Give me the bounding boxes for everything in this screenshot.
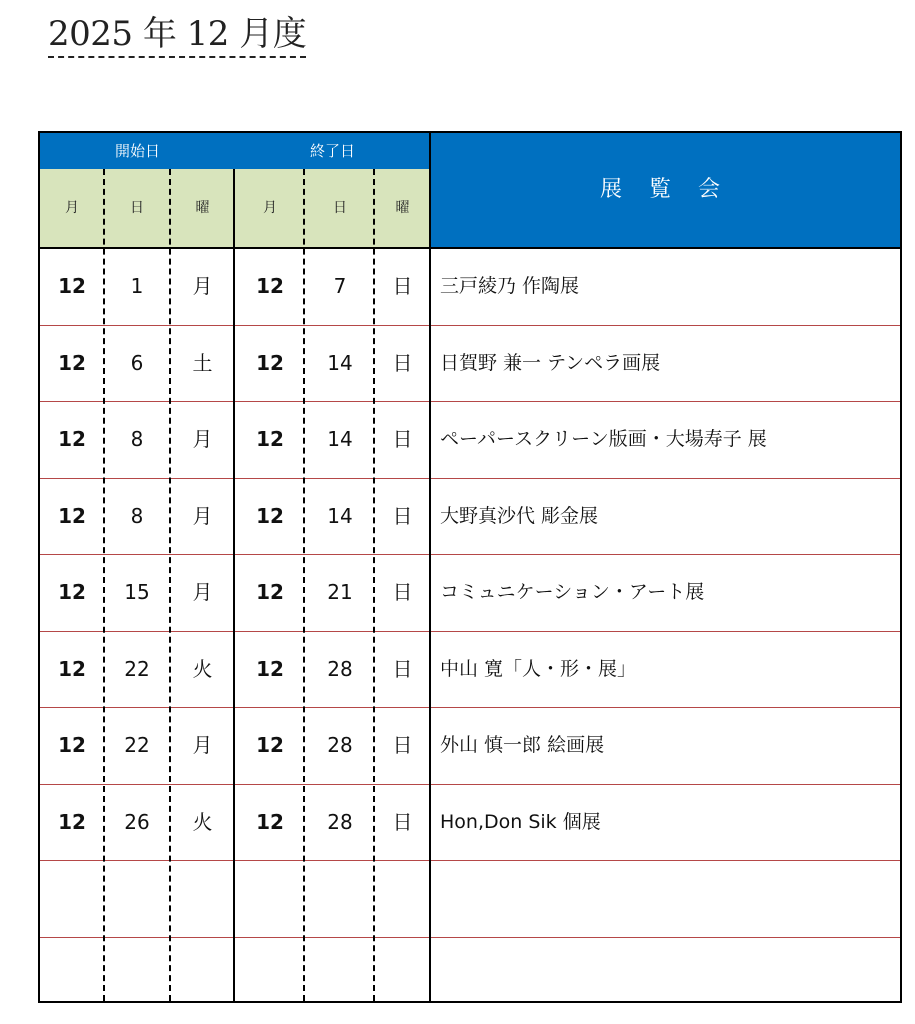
start-month-cell xyxy=(40,861,104,936)
column-divider xyxy=(303,169,305,1001)
exhibition-title-cell: 中山 寛「人・形・展」 xyxy=(440,657,637,680)
end-weekday-cell: 日 xyxy=(392,350,413,375)
end-month-cell: 12 xyxy=(256,274,284,298)
start-weekday-cell: 火 xyxy=(192,809,213,834)
start-month-cell xyxy=(40,938,104,1004)
end-weekday-cell: 日 xyxy=(392,809,413,834)
end-weekday-cell: 日 xyxy=(392,580,413,604)
start-weekday-cell: 月 xyxy=(192,733,213,757)
end-day-cell xyxy=(305,861,375,936)
end-date-group-header: 終了日 xyxy=(309,142,355,160)
end-weekday-cell xyxy=(375,861,430,936)
start-month-header: 月 xyxy=(65,200,79,216)
start-weekday-cell: 月 xyxy=(192,580,213,604)
exhibition-title-cell: ペーパースクリーン版画・大場寿子 展 xyxy=(440,428,767,450)
start-date-group-header: 開始日 xyxy=(114,142,160,160)
exhibition-title-cell: 大野真沙代 彫金展 xyxy=(440,504,599,527)
end-day-cell: 28 xyxy=(327,733,353,757)
page-title: 2025 年 12 月度 xyxy=(48,12,306,58)
start-weekday-cell xyxy=(170,938,235,1004)
start-month-cell: 12 xyxy=(58,427,86,451)
end-day-cell xyxy=(305,938,375,1004)
start-day-cell: 22 xyxy=(124,656,150,681)
exhibition-title-cell: Hon,Don Sik 個展 xyxy=(440,810,601,833)
start-weekday-cell: 土 xyxy=(192,350,213,375)
start-month-cell: 12 xyxy=(58,274,86,298)
column-divider xyxy=(373,169,375,1001)
end-weekday-cell: 日 xyxy=(392,427,413,451)
start-weekday-header: 曜 xyxy=(195,200,210,216)
end-weekday-header: 曜 xyxy=(395,200,410,216)
start-day-cell xyxy=(104,938,170,1004)
column-divider xyxy=(169,169,171,1001)
start-day-cell: 15 xyxy=(124,580,150,604)
end-day-cell: 14 xyxy=(327,503,353,528)
end-weekday-cell xyxy=(375,938,430,1004)
start-day-cell: 8 xyxy=(130,427,144,451)
end-day-cell: 21 xyxy=(327,580,353,604)
start-weekday-cell: 月 xyxy=(192,503,213,528)
exhibition-title-cell xyxy=(430,938,900,1004)
end-month-cell: 12 xyxy=(256,427,284,451)
start-month-cell: 12 xyxy=(58,809,86,834)
start-month-cell: 12 xyxy=(58,656,86,681)
exhibition-title-cell xyxy=(430,861,900,936)
column-divider xyxy=(233,169,235,1001)
end-day-cell: 14 xyxy=(327,427,353,451)
start-day-cell: 6 xyxy=(130,350,144,375)
exhibition-column-header: 展 覧 会 xyxy=(600,177,730,202)
exhibition-title-cell: コミュニケーション・アート展 xyxy=(440,581,705,603)
exhibition-title-cell: 外山 慎一郎 絵画展 xyxy=(440,734,605,756)
start-month-cell: 12 xyxy=(58,503,86,528)
start-day-header: 日 xyxy=(130,200,144,216)
end-day-cell: 28 xyxy=(327,809,353,834)
end-month-cell: 12 xyxy=(256,580,284,604)
end-month-cell: 12 xyxy=(256,350,284,375)
start-day-cell: 8 xyxy=(130,503,144,528)
start-weekday-cell xyxy=(170,861,235,936)
start-weekday-cell: 月 xyxy=(192,427,213,451)
end-day-header: 日 xyxy=(333,200,347,216)
start-month-cell: 12 xyxy=(58,350,86,375)
column-divider xyxy=(429,133,431,1001)
start-day-cell: 26 xyxy=(124,809,150,834)
end-weekday-cell: 日 xyxy=(392,274,413,298)
start-weekday-cell: 月 xyxy=(192,274,213,298)
exhibition-title-cell: 三戸綾乃 作陶展 xyxy=(440,275,580,297)
end-weekday-cell: 日 xyxy=(392,503,413,528)
end-month-cell: 12 xyxy=(256,656,284,681)
end-month-cell xyxy=(235,861,305,936)
column-divider xyxy=(103,169,105,1001)
start-day-cell xyxy=(104,861,170,936)
end-month-cell: 12 xyxy=(256,733,284,757)
end-day-cell: 7 xyxy=(333,274,347,298)
exhibition-title-cell: 日賀野 兼一 テンペラ画展 xyxy=(440,351,661,374)
end-month-header: 月 xyxy=(263,200,277,216)
end-day-cell: 14 xyxy=(327,350,353,375)
exhibition-schedule-table xyxy=(38,131,902,1003)
end-month-cell: 12 xyxy=(256,503,284,528)
start-weekday-cell: 火 xyxy=(192,656,213,681)
end-month-cell xyxy=(235,938,305,1004)
end-weekday-cell: 日 xyxy=(392,656,413,681)
start-day-cell: 1 xyxy=(130,274,144,298)
end-month-cell: 12 xyxy=(256,809,284,834)
end-day-cell: 28 xyxy=(327,656,353,681)
start-month-cell: 12 xyxy=(58,733,86,757)
start-day-cell: 22 xyxy=(124,733,150,757)
start-month-cell: 12 xyxy=(58,580,86,604)
end-weekday-cell: 日 xyxy=(392,733,413,757)
